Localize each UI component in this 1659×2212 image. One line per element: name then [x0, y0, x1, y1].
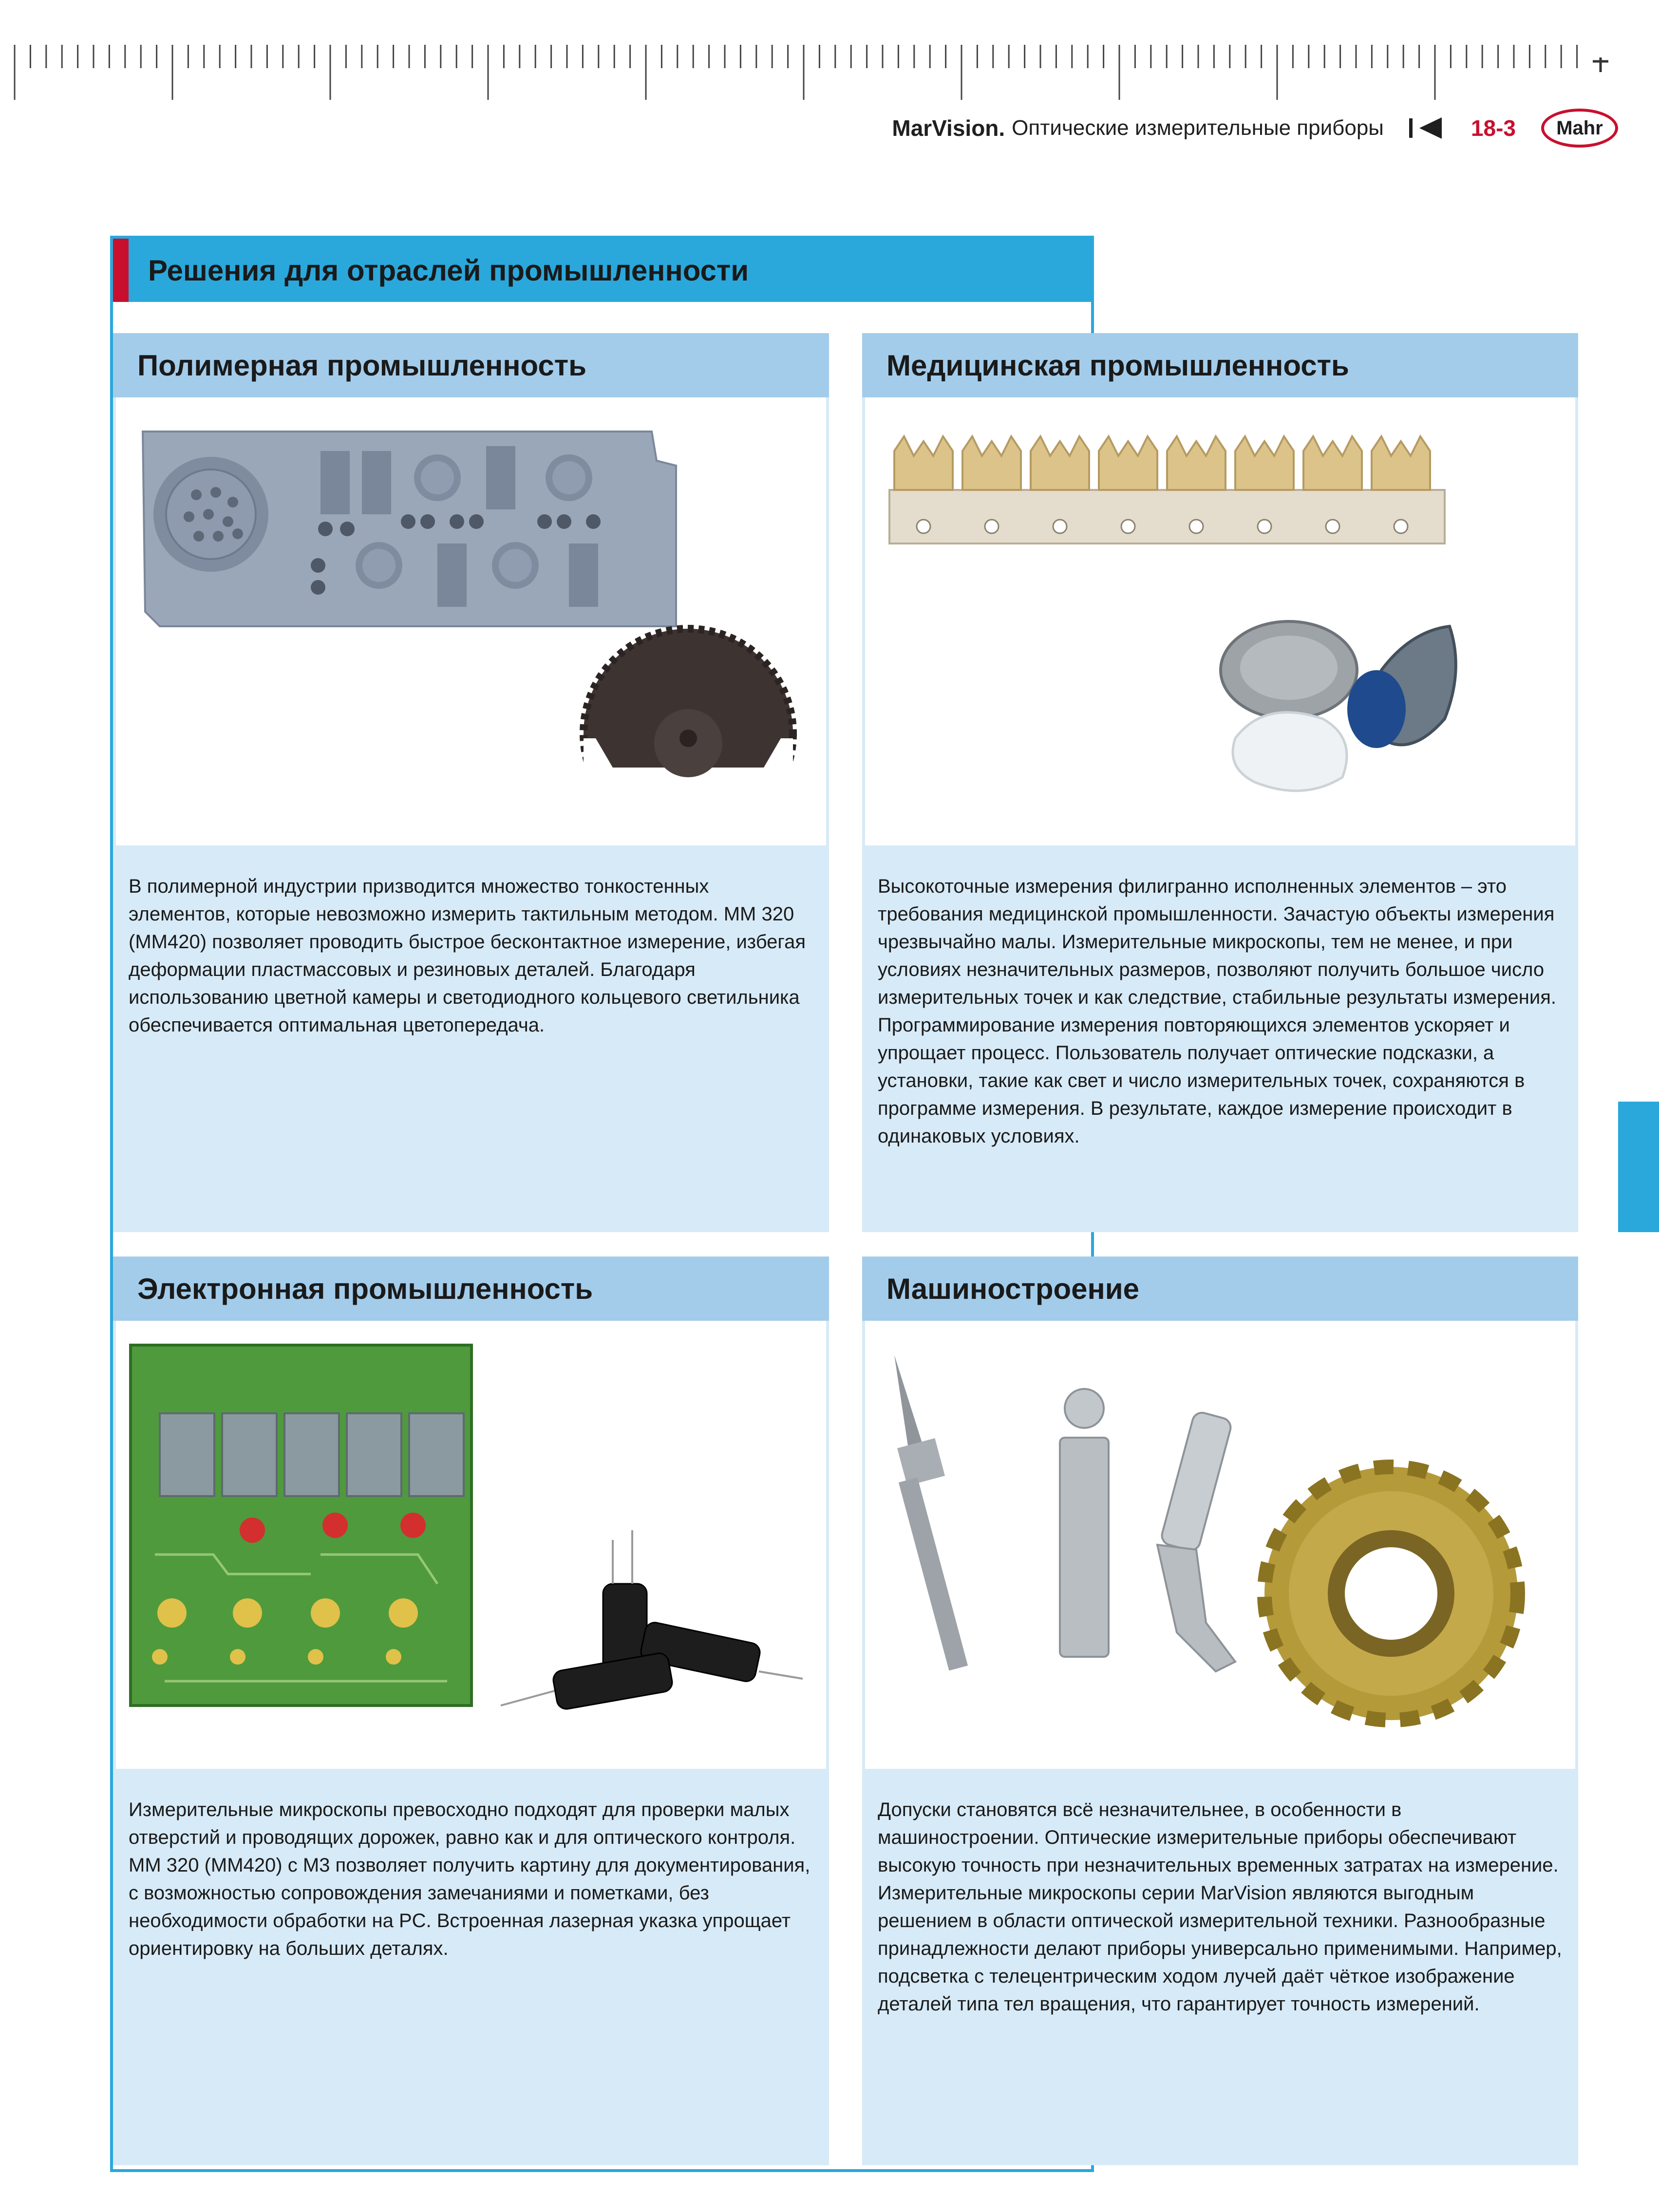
- chapter-thumb-tab[interactable]: [1618, 1102, 1659, 1232]
- machined-parts-image: [865, 1321, 1575, 1769]
- medical-parts-image: [865, 397, 1575, 845]
- panel-title: Медицинская промышленность: [886, 349, 1349, 382]
- panel-description: Допуски становятся всё незначительнее, в особенности в машиностроении. Оптические измерительные приборы обеспечивают высокую точность при незначительных временных затратах на измерение. Измерительные микроскопы серии MarVision являются выгодным решением в области оптической измерительной техники. Разнообразные принадлежности делают приборы универсально применимыми. Например, подсветка с телецентрическим ходом лучей даёт чёткое изображение деталей типа тел вращения, что гарантирует точность измерений.: [878, 1799, 1562, 2015]
- registration-mark: [1593, 57, 1608, 72]
- panel-medical-industry: [862, 333, 1578, 1232]
- panel-mechanical-engineering: [862, 1256, 1578, 2165]
- panel-title: Машиностроение: [886, 1272, 1139, 1305]
- page-number: 18-3: [1470, 115, 1516, 141]
- industry-solutions-section: [110, 236, 1562, 2172]
- panel-header: [113, 1256, 829, 1321]
- panel-description: Измерительные микроскопы превосходно подходят для проверки малых отверстий и проводящих дорожек, равно как и для оптического контроля. MM 320 (MM420) с M3 позволяет получить картину для документирования, с возможностью сопровождения замечаниями и пометками, без необходимости обработки на PC. Встроенная лазерная указка упрощает ориентировку на больших деталях.: [129, 1799, 811, 1959]
- panel-image: [116, 1321, 826, 1769]
- catalog-title: Оптические измерительные приборы: [1012, 116, 1384, 140]
- panel-description: В полимерной индустрии призводится множество тонкостенных элементов, которые невозможно измерить тактильным методом. MM 320 (MM420) позволяет проводить быстрое бесконтактное измерение, избегая деформации пластмассовых и резиновых деталей. Благодаря использованию цветной камеры и светодиодного кольцевого светильника обеспечивается оптимальная цветопередача.: [129, 876, 806, 1036]
- panel-image: [865, 1321, 1575, 1769]
- previous-page-icon[interactable]: [1409, 117, 1442, 139]
- section-title: Решения для отраслей промышленности: [148, 254, 749, 287]
- panel-title: Электронная промышленность: [137, 1272, 593, 1305]
- mahr-logo: Mahr: [1541, 109, 1618, 148]
- panel-title: Полимерная промышленность: [137, 349, 587, 382]
- brand-name: MarVision.: [892, 115, 1005, 141]
- panel-polymer-industry: [113, 333, 829, 1232]
- polymer-parts-image: [116, 397, 826, 845]
- electronics-parts-image: [116, 1321, 826, 1769]
- panel-image: [116, 397, 826, 845]
- page-ruler: [0, 0, 1659, 112]
- panel-header: [862, 333, 1578, 397]
- panel-header: [113, 333, 829, 397]
- panel-header: [862, 1256, 1578, 1321]
- section-accent-bar: [113, 239, 129, 302]
- section-header: [113, 239, 1091, 302]
- panel-description: Высокоточные измерения филигранно исполненных элементов – это требования медицинской промышленности. Зачастую объекты измерения чрезвычайно малы. Измерительные микроскопы, тем не менее, и при условиях незначительных размеров, позволяют получить большое число измерительных точек и как следствие, стабильные результаты измерения. Программирование измерения повторяющихся элементов ускоряет и упрощает процесс. Пользователь получает оптические подсказки, а установки, такие как свет и число измерительных точек, сохраняются в программе измерения. В результате, каждое измерение происходит в одинаковых условиях.: [878, 876, 1556, 1147]
- panel-image: [865, 397, 1575, 845]
- panel-electronics-industry: [113, 1256, 829, 2165]
- page-header: [892, 111, 1618, 145]
